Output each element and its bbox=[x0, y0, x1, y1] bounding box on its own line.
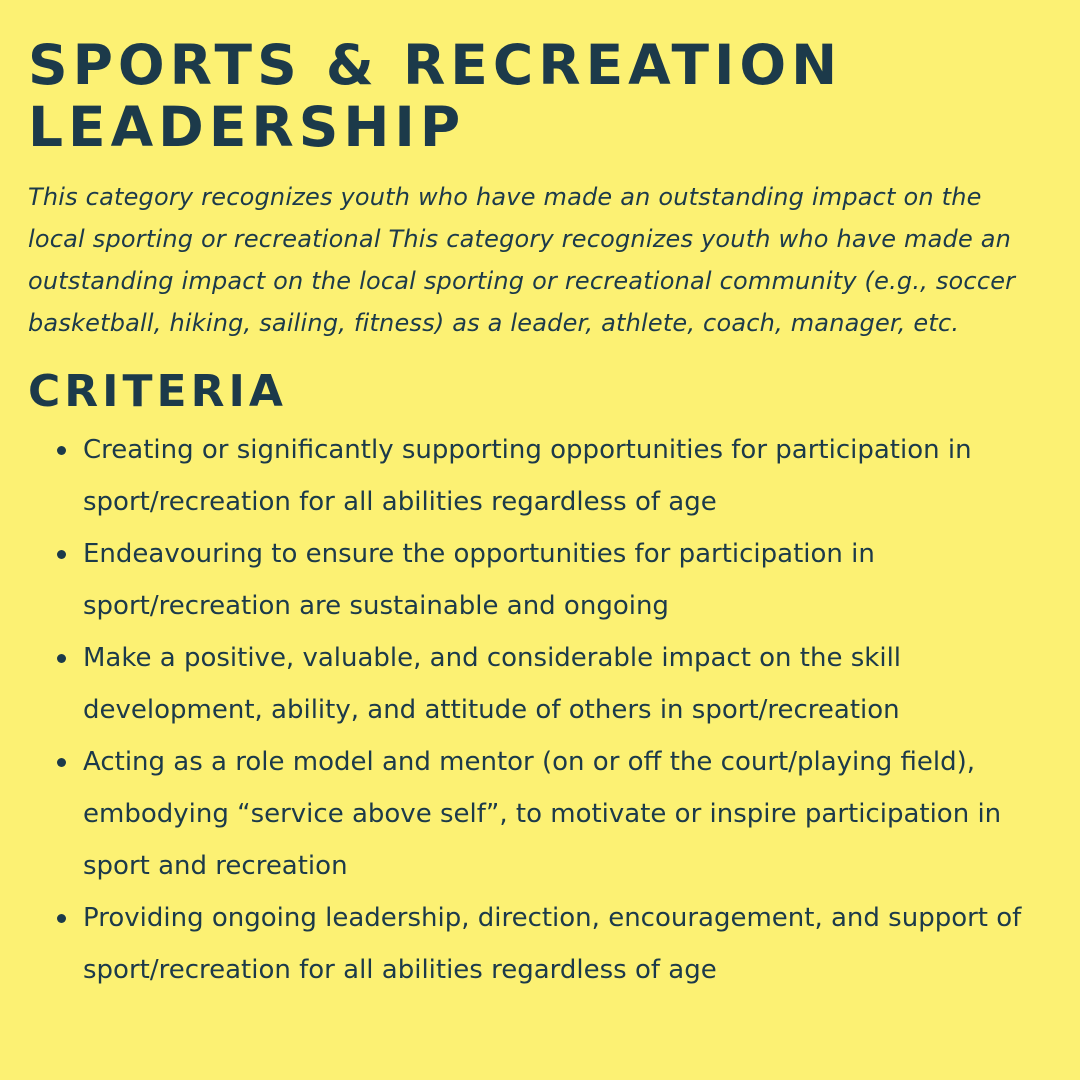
criteria-item: Make a positive, valuable, and considerable impact on the skill development, ability, and attitude of others in sport/recreation bbox=[28, 632, 1038, 736]
criteria-item: Creating or significantly supporting opportunities for participation in sport/recreation for all abilities regardless of age bbox=[28, 424, 1038, 528]
criteria-list bbox=[28, 424, 1038, 996]
category-description: This category recognizes youth who have made an outstanding impact on the local sporting or recreational This category recognizes youth who have made an outstanding impact on the local sporting or recreational community (e.g., soccer basketball, hiking, sailing, fitness) as a leader, athlete, coach, manager, etc. bbox=[28, 183, 1016, 337]
criteria-item: Endeavouring to ensure the opportunities for participation in sport/recreation are sustainable and ongoing bbox=[28, 528, 1038, 632]
criteria-heading: CRITERIA bbox=[28, 366, 287, 417]
criteria-item: Providing ongoing leadership, direction, encouragement, and support of sport/recreation for all abilities regardless of age bbox=[28, 892, 1038, 996]
page-title: SPORTS & RECREATION LEADERSHIP bbox=[28, 33, 843, 159]
criteria-item: Acting as a role model and mentor (on or off the court/playing field), embodying “service above self”, to motivate or inspire participation in sport and recreation bbox=[28, 736, 1038, 892]
award-category-card bbox=[28, 34, 1038, 996]
